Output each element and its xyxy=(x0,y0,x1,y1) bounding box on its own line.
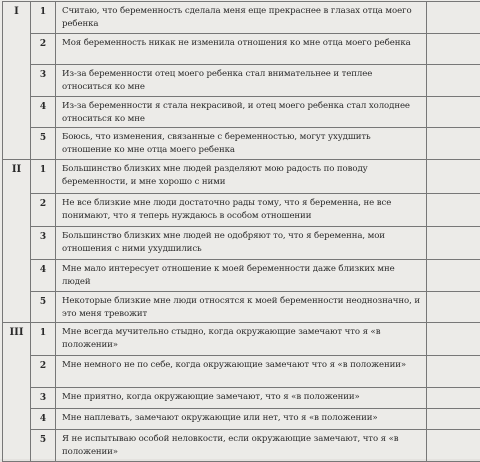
answer-cell xyxy=(427,260,480,292)
answer-cell xyxy=(427,430,480,462)
table-row xyxy=(3,34,480,65)
item-statement: Боюсь, что изменения, связанные с беременностью, могут ухудшить отношение ко мне отца моего ребенка xyxy=(56,128,427,160)
item-statement: Моя беременность никак не изменила отношения ко мне отца моего ребенка xyxy=(56,34,427,65)
item-statement: Мне наплевать, замечают окружающие или нет, что я «в положении» xyxy=(56,409,427,430)
item-statement: Из-за беременности отец моего ребенка стал внимательнее и теплее относиться ко мне xyxy=(56,65,427,97)
item-number: 2 xyxy=(31,194,56,227)
section-label: I xyxy=(3,2,31,160)
item-number: 3 xyxy=(31,65,56,97)
item-number: 2 xyxy=(31,356,56,388)
item-number: 1 xyxy=(31,2,56,34)
answer-cell xyxy=(427,409,480,430)
answer-cell xyxy=(427,227,480,260)
answer-cell xyxy=(427,388,480,409)
item-statement: Мне немного не по себе, когда окружающие замечают что я «в положении» xyxy=(56,356,427,388)
item-number: 1 xyxy=(31,160,56,194)
item-number: 3 xyxy=(31,388,56,409)
table-row xyxy=(3,128,480,160)
item-number: 2 xyxy=(31,34,56,65)
item-number: 4 xyxy=(31,260,56,292)
table-row xyxy=(3,65,480,97)
answer-cell xyxy=(427,356,480,388)
answer-cell xyxy=(427,160,480,194)
table-row xyxy=(3,2,480,34)
section-label: III xyxy=(3,323,31,462)
item-number: 4 xyxy=(31,409,56,430)
answer-cell xyxy=(427,128,480,160)
answer-cell xyxy=(427,292,480,323)
table-row xyxy=(3,409,480,430)
table-row xyxy=(3,97,480,128)
section-label: II xyxy=(3,160,31,323)
questionnaire-table-body xyxy=(3,2,480,462)
item-number: 5 xyxy=(31,128,56,160)
item-statement: Мне мало интересует отношение к моей беременности даже близких мне людей xyxy=(56,260,427,292)
item-number: 4 xyxy=(31,97,56,128)
table-row xyxy=(3,160,480,194)
table-row xyxy=(3,260,480,292)
table-row xyxy=(3,194,480,227)
item-statement: Большинство близких мне людей разделяют мою радость по поводу беременности, и мне хорошо с ними xyxy=(56,160,427,194)
table-row xyxy=(3,388,480,409)
answer-cell xyxy=(427,34,480,65)
item-statement: Мне всегда мучительно стыдно, когда окружающие замечают что я «в положении» xyxy=(56,323,427,356)
item-statement: Не все близкие мне люди достаточно рады тому, что я беременна, не все понимают, что я теперь нуждаюсь в особом отношении xyxy=(56,194,427,227)
answer-cell xyxy=(427,97,480,128)
item-number: 3 xyxy=(31,227,56,260)
answer-cell xyxy=(427,2,480,34)
item-statement: Из-за беременности я стала некрасивой, и отец моего ребенка стал холоднее относиться ко мне xyxy=(56,97,427,128)
answer-cell xyxy=(427,194,480,227)
table-row xyxy=(3,323,480,356)
answer-cell xyxy=(427,323,480,356)
table-row xyxy=(3,292,480,323)
item-statement: Я не испытываю особой неловкости, если окружающие замечают, что я «в положении» xyxy=(56,430,427,462)
table-row xyxy=(3,227,480,260)
item-statement: Некоторые близкие мне люди относятся к моей беременности неоднозначно, и это меня тревожит xyxy=(56,292,427,323)
item-number: 5 xyxy=(31,430,56,462)
answer-cell xyxy=(427,65,480,97)
item-number: 5 xyxy=(31,292,56,323)
item-statement: Большинство близких мне людей не одобряют то, что я беременна, мои отношения с ними ухудшились xyxy=(56,227,427,260)
item-number: 1 xyxy=(31,323,56,356)
questionnaire-table xyxy=(2,1,480,462)
item-statement: Считаю, что беременность сделала меня еще прекраснее в глазах отца моего ребенка xyxy=(56,2,427,34)
table-row xyxy=(3,430,480,462)
item-statement: Мне приятно, когда окружающие замечают, что я «в положении» xyxy=(56,388,427,409)
table-row xyxy=(3,356,480,388)
